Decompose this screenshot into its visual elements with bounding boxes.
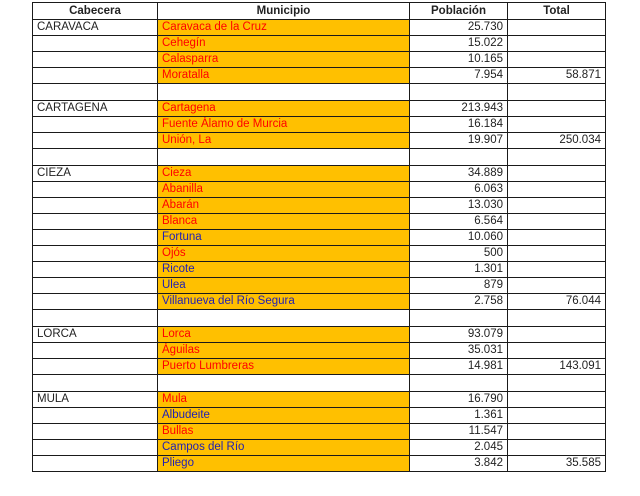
municipio-cell[interactable]: Puerto Lumbreras: [158, 359, 410, 375]
municipio-cell[interactable]: Unión, La: [158, 133, 410, 149]
poblacion-cell[interactable]: 500: [410, 246, 508, 262]
municipio-cell[interactable]: Ulea: [158, 278, 410, 294]
municipio-cell[interactable]: Lorca: [158, 327, 410, 343]
cabecera-cell[interactable]: [33, 310, 158, 327]
total-cell[interactable]: 58.871: [508, 68, 606, 84]
header-municipio[interactable]: Municipio: [158, 3, 410, 20]
total-cell[interactable]: 35.585: [508, 456, 606, 472]
total-cell[interactable]: [508, 343, 606, 359]
total-cell[interactable]: [508, 182, 606, 198]
poblacion-cell[interactable]: 2.045: [410, 440, 508, 456]
total-cell[interactable]: [508, 375, 606, 392]
municipio-cell[interactable]: [158, 84, 410, 101]
cabecera-cell[interactable]: [33, 214, 158, 230]
population-table: [32, 2, 606, 472]
poblacion-cell[interactable]: 879: [410, 278, 508, 294]
table-row: [33, 359, 606, 375]
cabecera-cell[interactable]: [33, 456, 158, 472]
cabecera-cell[interactable]: LORCA: [33, 327, 158, 343]
table-row: [33, 230, 606, 246]
poblacion-cell[interactable]: 3.842: [410, 456, 508, 472]
spacer-row: [33, 84, 606, 101]
header-cabecera[interactable]: Cabecera: [33, 3, 158, 20]
cabecera-cell[interactable]: [33, 36, 158, 52]
cabecera-cell[interactable]: [33, 408, 158, 424]
table-row: [33, 327, 606, 343]
cabecera-cell[interactable]: [33, 278, 158, 294]
table-row: [33, 294, 606, 310]
municipio-cell[interactable]: [158, 310, 410, 327]
table-row: [33, 392, 606, 408]
poblacion-cell[interactable]: 34.889: [410, 166, 508, 182]
poblacion-cell[interactable]: 15.022: [410, 36, 508, 52]
poblacion-cell[interactable]: 25.730: [410, 20, 508, 36]
poblacion-cell[interactable]: [410, 310, 508, 327]
table-row: [33, 408, 606, 424]
total-cell[interactable]: [508, 117, 606, 133]
poblacion-cell[interactable]: 7.954: [410, 68, 508, 84]
poblacion-cell[interactable]: 1.301: [410, 262, 508, 278]
total-cell[interactable]: [508, 327, 606, 343]
poblacion-cell[interactable]: 6.564: [410, 214, 508, 230]
cabecera-cell[interactable]: [33, 133, 158, 149]
municipio-cell[interactable]: Caravaca de la Cruz: [158, 20, 410, 36]
municipio-cell[interactable]: Moratalla: [158, 68, 410, 84]
poblacion-cell[interactable]: 93.079: [410, 327, 508, 343]
cabecera-cell[interactable]: [33, 198, 158, 214]
cabecera-cell[interactable]: CIEZA: [33, 166, 158, 182]
table-row: [33, 166, 606, 182]
total-cell[interactable]: [508, 440, 606, 456]
table-row: [33, 456, 606, 472]
total-cell[interactable]: [508, 198, 606, 214]
municipio-cell[interactable]: Cieza: [158, 166, 410, 182]
poblacion-cell[interactable]: 13.030: [410, 198, 508, 214]
municipio-cell[interactable]: Bullas: [158, 424, 410, 440]
table-row: [33, 214, 606, 230]
poblacion-cell[interactable]: 16.790: [410, 392, 508, 408]
poblacion-cell[interactable]: 35.031: [410, 343, 508, 359]
total-cell[interactable]: [508, 246, 606, 262]
poblacion-cell[interactable]: 10.060: [410, 230, 508, 246]
municipio-cell[interactable]: Abanilla: [158, 182, 410, 198]
total-cell[interactable]: [508, 392, 606, 408]
municipio-cell[interactable]: Fuente Álamo de Murcia: [158, 117, 410, 133]
header-poblacion[interactable]: Población: [410, 3, 508, 20]
table-row: [33, 246, 606, 262]
total-cell[interactable]: [508, 149, 606, 166]
total-cell[interactable]: 76.044: [508, 294, 606, 310]
total-cell[interactable]: [508, 408, 606, 424]
table-row: [33, 343, 606, 359]
municipio-cell[interactable]: Fortuna: [158, 230, 410, 246]
municipio-cell[interactable]: Calasparra: [158, 52, 410, 68]
municipio-cell[interactable]: Ricote: [158, 262, 410, 278]
poblacion-cell[interactable]: [410, 375, 508, 392]
spacer-row: [33, 149, 606, 166]
total-cell[interactable]: [508, 310, 606, 327]
municipio-cell[interactable]: Cartagena: [158, 101, 410, 117]
header-total[interactable]: Total: [508, 3, 606, 20]
table-row: [33, 262, 606, 278]
table-row: [33, 117, 606, 133]
poblacion-cell[interactable]: 1.361: [410, 408, 508, 424]
municipio-cell[interactable]: Campos del Río: [158, 440, 410, 456]
poblacion-cell[interactable]: 213.943: [410, 101, 508, 117]
table-row: [33, 133, 606, 149]
cabecera-cell[interactable]: [33, 149, 158, 166]
total-cell[interactable]: [508, 20, 606, 36]
spacer-row: [33, 310, 606, 327]
total-cell[interactable]: [508, 36, 606, 52]
spacer-row: [33, 375, 606, 392]
cabecera-cell[interactable]: [33, 52, 158, 68]
cabecera-cell[interactable]: [33, 117, 158, 133]
total-cell[interactable]: [508, 230, 606, 246]
table-row: [33, 68, 606, 84]
municipio-cell[interactable]: [158, 149, 410, 166]
municipio-cell[interactable]: Albudeite: [158, 408, 410, 424]
poblacion-cell[interactable]: 11.547: [410, 424, 508, 440]
poblacion-cell[interactable]: 14.981: [410, 359, 508, 375]
cabecera-cell[interactable]: [33, 359, 158, 375]
table-row: [33, 424, 606, 440]
table-row: [33, 198, 606, 214]
table-row: [33, 20, 606, 36]
cabecera-cell[interactable]: [33, 84, 158, 101]
municipio-cell[interactable]: Blanca: [158, 214, 410, 230]
total-cell[interactable]: [508, 424, 606, 440]
municipio-cell[interactable]: Villanueva del Río Segura: [158, 294, 410, 310]
total-cell[interactable]: [508, 262, 606, 278]
table-row: [33, 36, 606, 52]
table-row: [33, 182, 606, 198]
cabecera-cell[interactable]: CARAVACA: [33, 20, 158, 36]
municipio-cell[interactable]: Ojós: [158, 246, 410, 262]
poblacion-cell[interactable]: [410, 84, 508, 101]
cabecera-cell[interactable]: MULA: [33, 392, 158, 408]
cabecera-cell[interactable]: [33, 424, 158, 440]
poblacion-cell[interactable]: 19.907: [410, 133, 508, 149]
poblacion-cell[interactable]: 16.184: [410, 117, 508, 133]
municipio-cell[interactable]: Mula: [158, 392, 410, 408]
table-row: [33, 101, 606, 117]
municipio-cell[interactable]: Águilas: [158, 343, 410, 359]
total-cell[interactable]: [508, 52, 606, 68]
municipio-cell[interactable]: Cehegín: [158, 36, 410, 52]
header-row: [33, 3, 606, 20]
cabecera-cell[interactable]: [33, 68, 158, 84]
poblacion-cell[interactable]: 6.063: [410, 182, 508, 198]
cabecera-cell[interactable]: [33, 375, 158, 392]
municipio-cell[interactable]: Abarán: [158, 198, 410, 214]
cabecera-cell[interactable]: [33, 343, 158, 359]
total-cell[interactable]: 143.091: [508, 359, 606, 375]
poblacion-cell[interactable]: [410, 149, 508, 166]
total-cell[interactable]: [508, 214, 606, 230]
poblacion-cell[interactable]: 10.165: [410, 52, 508, 68]
cabecera-cell[interactable]: [33, 230, 158, 246]
municipio-cell[interactable]: [158, 375, 410, 392]
cabecera-cell[interactable]: [33, 294, 158, 310]
total-cell[interactable]: [508, 101, 606, 117]
cabecera-cell[interactable]: [33, 246, 158, 262]
total-cell[interactable]: [508, 278, 606, 294]
total-cell[interactable]: [508, 84, 606, 101]
cabecera-cell[interactable]: CARTAGENA: [33, 101, 158, 117]
table-row: [33, 278, 606, 294]
table-body: [33, 20, 606, 472]
table-row: [33, 52, 606, 68]
cabecera-cell[interactable]: [33, 262, 158, 278]
municipio-cell[interactable]: Pliego: [158, 456, 410, 472]
total-cell[interactable]: [508, 166, 606, 182]
total-cell[interactable]: 250.034: [508, 133, 606, 149]
poblacion-cell[interactable]: 2.758: [410, 294, 508, 310]
cabecera-cell[interactable]: [33, 440, 158, 456]
table-row: [33, 440, 606, 456]
cabecera-cell[interactable]: [33, 182, 158, 198]
